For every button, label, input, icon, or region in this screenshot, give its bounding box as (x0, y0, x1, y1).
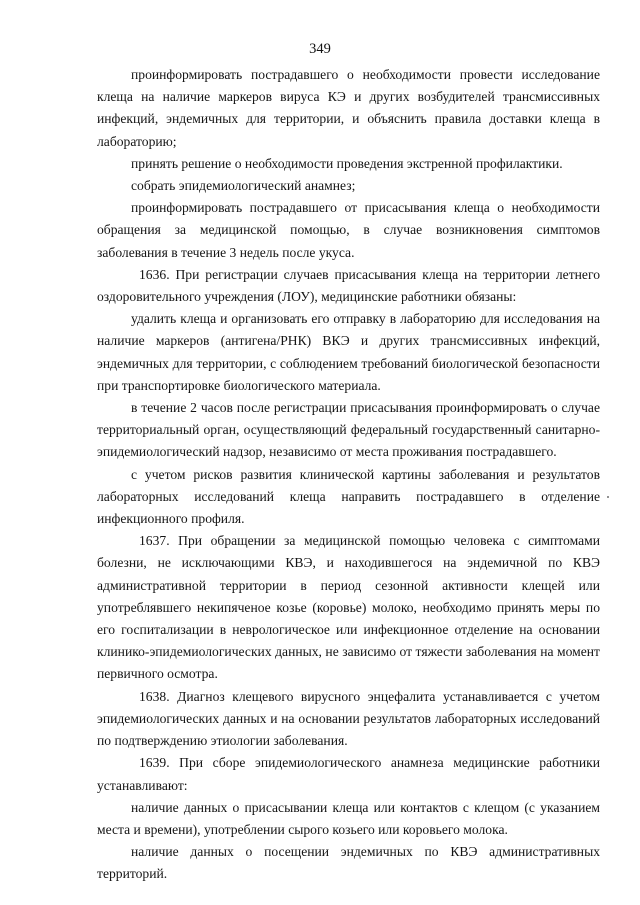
paragraph-tick-contact-data: наличие данных о присасывании клеща или контактов с клещом (с указанием места и времени), употреблении сырого козьего или коровьего молока. (97, 799, 600, 837)
paragraph-refer-infectious: с учетом рисков развития клинической картины заболевания и результатов лабораторных исследований клеща направить пострадавшего в отделение инфекционного профиля. (97, 466, 600, 527)
paragraph-1637: 1637. При обращении за медицинской помощью человека с симптомами болезни, не исключающими КВЭ, и находившегося на эндемичной по КВЭ административной территории в период сезонной активности клещей или употреблявшего некипяченое козье (коровье) молоко, необходимо принять меры по его госпитализации в неврологическое или инфекционное отделение на основании клинико-эпидемиологических данных, не зависимо от тяжести заболевания на момент первичного осмотра. (97, 533, 600, 682)
paragraph-inform-seek-help: проинформировать пострадавшего от присасывания клеща о необходимости обращения за медицинской помощью, в случае возникновения симптомов заболевания в течение 3 недель после укуса. (97, 200, 600, 260)
page-number: 349 (309, 41, 331, 57)
paragraph-emergency-prophylaxis: принять решение о необходимости проведения экстренной профилактики. (131, 155, 563, 171)
document-body (97, 64, 600, 886)
scan-speck (607, 496, 609, 498)
paragraph-1639: 1639. При сборе эпидемиологического анамнеза медицинские работники устанавливают: (97, 755, 600, 793)
paragraph-1638: 1638. Диагноз клещевого вирусного энцефалита устанавливается с учетом эпидемиологических данных и на основании результатов лабораторных исследований по подтверждению этиологии заболевания. (97, 688, 600, 749)
paragraph-notify-authority: в течение 2 часов после регистрации присасывания проинформировать о случае территориальный орган, осуществляющий федеральный государственный санитарно-эпидемиологический надзор, независимо от места проживания пострадавшего. (97, 400, 600, 460)
paragraph-remove-tick: удалить клеща и организовать его отправку в лабораторию для исследования на наличие маркеров (антигена/РНК) ВКЭ и других трансмиссивных инфекций, эндемичных для территории, с соблюдением требований биологической безопасности при транспортировке биологического материала. (97, 311, 600, 393)
paragraph-endemic-visit-data: наличие данных о посещении эндемичных по КВЭ административных территорий. (97, 844, 600, 882)
paragraph-inform-tick-testing: проинформировать пострадавшего о необходимости провести исследование клеща на наличие маркеров вируса КЭ и других возбудителей трансмиссивных инфекций, эндемичных для территории, и объяснить правила доставки клеща в лабораторию; (97, 67, 600, 149)
paragraph-1636: 1636. При регистрации случаев присасывания клеща на территории летнего оздоровительного учреждения (ЛОУ), медицинские работники обязаны: (97, 266, 600, 305)
paragraph-collect-anamnesis: собрать эпидемиологический анамнез; (131, 178, 356, 194)
